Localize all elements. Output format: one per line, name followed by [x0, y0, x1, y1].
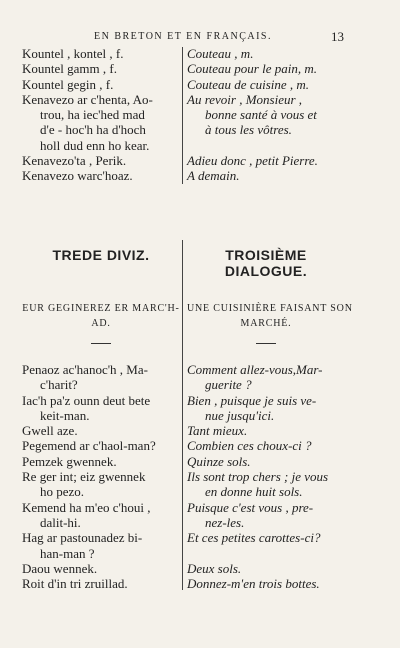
french-vocabulary	[187, 46, 345, 184]
text-line: Comment allez-vous,Mar-	[187, 362, 323, 377]
page-number: 13	[331, 29, 344, 44]
text-line: Kountel gamm , f.	[22, 61, 117, 77]
text-line: Ils sont trop chers ; je vous	[187, 469, 329, 485]
breton-dialogue-title: TREDE DIVIZ.	[52, 247, 150, 263]
french-dialogue	[187, 362, 345, 591]
text-line: Roit d'in tri zruillad.	[22, 576, 128, 592]
breton-dialogue	[22, 362, 179, 591]
text-line: A demain.	[187, 168, 240, 184]
text-line: c'harit?	[40, 377, 78, 393]
text-line: Kountel , kontel , f.	[22, 46, 124, 61]
text-line: Deux sols.	[187, 560, 242, 576]
text-line: Kenavezo'ta , Perik.	[22, 153, 127, 169]
text-line: Et ces petites carottes-ci?	[187, 530, 321, 546]
text-line: Re ger int; eiz gwennek	[22, 469, 146, 485]
running-header: EN BRETON ET EN FRANÇAIS.	[94, 31, 272, 42]
text-line: Tant mieux.	[187, 423, 248, 439]
text-line: Penaoz ac'hanoc'h , Ma-	[22, 362, 148, 377]
french-subtitle-line: MARCHÉ.	[240, 318, 292, 329]
text-line: Iac'h pa'z ounn deut bete	[22, 392, 151, 408]
text-line: Kemend ha m'eo c'houi ,	[22, 499, 151, 515]
text-line: holl dud enn ho kear.	[40, 137, 150, 153]
separator-dash	[91, 343, 111, 344]
text-line: nue jusqu'ici.	[205, 407, 275, 423]
text-line: bonne santé à vous et	[205, 107, 317, 123]
text-line: Kenavezo warc'hoaz.	[22, 168, 133, 184]
text-line: Au revoir , Monsieur ,	[187, 91, 303, 107]
breton-dialogue-subtitle	[22, 301, 180, 331]
text-line: nez-les.	[205, 514, 245, 530]
text-line: han-man ?	[40, 545, 95, 561]
text-line: Adieu donc , petit Pierre.	[187, 153, 318, 169]
text-line: Hag ar pastounadez bi-	[22, 530, 143, 546]
text-line: Pemzek gwennek.	[22, 453, 117, 469]
text-line: Couteau , m.	[187, 46, 254, 61]
column-divider-top	[182, 47, 183, 184]
french-subtitle-line: UNE CUISINIÈRE FAISANT SON	[187, 303, 353, 314]
text-line: Kenavezo ar c'henta, Ao-	[22, 91, 153, 107]
text-line: Couteau de cuisine , m.	[187, 76, 310, 92]
text-line: Gwell aze.	[22, 423, 78, 439]
breton-subtitle-line: AD.	[91, 318, 111, 329]
text-line: Combien ces choux-ci ?	[187, 438, 312, 454]
text-line: Bien , puisque je suis ve-	[187, 392, 317, 408]
text-line: en donne huit sols.	[205, 484, 303, 500]
text-line: Couteau pour le pain, m.	[187, 61, 317, 77]
text-line: keit-man.	[40, 407, 90, 423]
text-line: trou, ha iec'hed mad	[40, 107, 145, 123]
separator-dash	[256, 343, 276, 344]
french-dialogue-title: TROISIÈME DIALOGUE.	[224, 247, 308, 279]
text-line: à tous les vôtres.	[205, 122, 292, 138]
column-divider-dialogue	[182, 240, 183, 590]
breton-subtitle-line: EUR GEGINEREZ ER MARC'H-	[22, 303, 180, 314]
text-line: Puisque c'est vous , pre-	[187, 499, 314, 515]
text-line: guerite ?	[205, 377, 252, 393]
breton-vocabulary	[22, 46, 179, 184]
text-line	[187, 138, 345, 153]
text-line: Quinze sols.	[187, 453, 251, 469]
text-line: Kountel gegin , f.	[22, 76, 114, 92]
text-line: d'e - hoc'h ha d'hoch	[40, 122, 146, 138]
text-line: Donnez-m'en trois bottes.	[187, 576, 320, 592]
text-line: Pegemend ar c'haol-man?	[22, 438, 156, 454]
text-line: Daou wennek.	[22, 560, 98, 576]
text-line	[187, 546, 345, 561]
french-dialogue-subtitle	[187, 301, 353, 331]
text-line: dalit-hi.	[40, 514, 81, 530]
text-line: ho pezo.	[40, 484, 85, 500]
